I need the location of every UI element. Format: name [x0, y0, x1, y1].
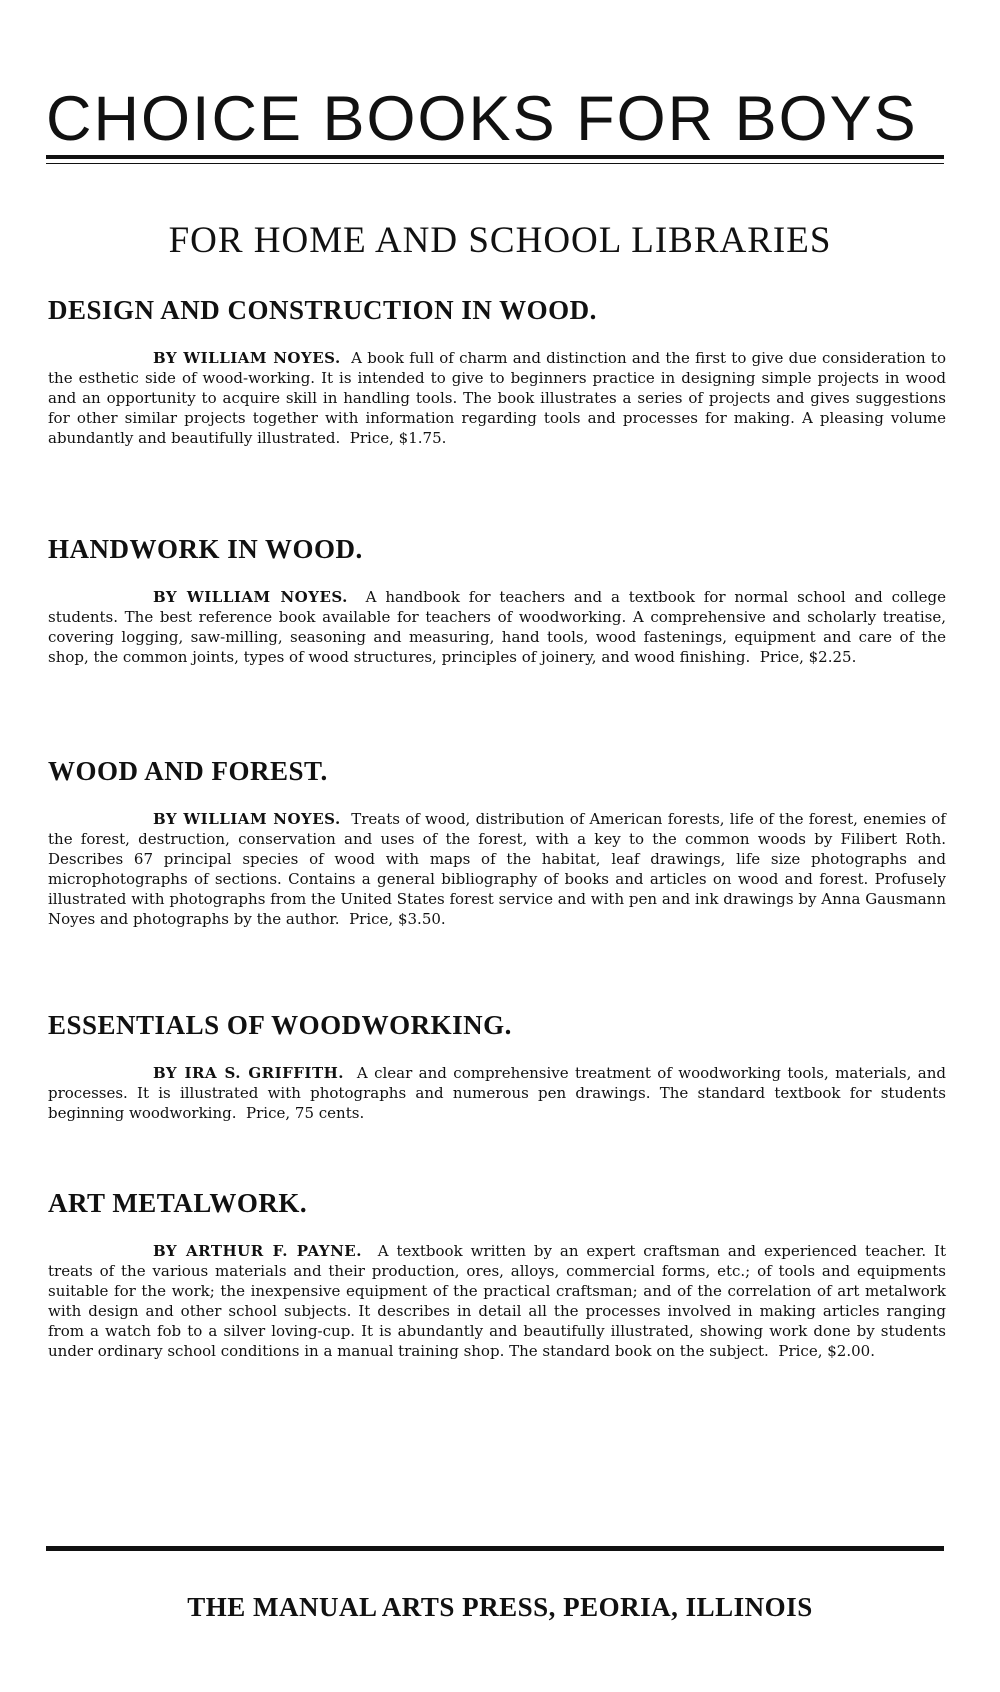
book-price: Price, $1.75.: [349, 429, 447, 447]
book-description: A textbook written by an expert craftsman and experienced teacher. It treats of the various materials and their production, ores, alloys, commercial forms, etc.; of tools and equipments suitable for the work; the inexpensive equipment of the practical craftsman; and of the correlation of art metalwork with design and other school subjects. It describes in detail all the processes involved in making articles ranging from a watch fob to a silver loving-cup. It is abundantly and beautifully illustrated, showing work done by students under ordinary school conditions in a manual training shop. The standard book on the subject.: [48, 1242, 946, 1360]
book-author: BY WILLIAM NOYES.: [153, 349, 341, 367]
book-author: BY WILLIAM NOYES.: [153, 810, 341, 828]
book-author: BY WILLIAM NOYES.: [153, 588, 348, 606]
page-title: CHOICE BOOKS FOR BOYS: [46, 84, 918, 154]
book-entry: [48, 536, 946, 667]
book-author: BY IRA S. GRIFFITH.: [153, 1064, 345, 1082]
book-description: A book full of charm and distinction and the first to give due consideration to the esthetic side of wood-working. It is intended to give to beginners practice in designing simple projects in wood and an opportunity to acquire skill in handling tools. The book illustrates a series of projects and gives suggestions for other similar projects together with information regarding tools and processes for making. A pleasing volume abundantly and beautifully illustrated.: [48, 349, 946, 447]
book-entry: [48, 1012, 946, 1123]
book-description-paragraph: [48, 1063, 946, 1123]
book-entry: [48, 1190, 946, 1361]
book-description-paragraph: [48, 348, 946, 448]
book-description-paragraph: [48, 809, 946, 929]
book-entry: [48, 758, 946, 929]
footer-rule: [46, 1542, 944, 1551]
title-rule: [46, 155, 944, 164]
book-author: BY ARTHUR F. PAYNE.: [153, 1242, 362, 1260]
book-price: Price, 75 cents.: [246, 1104, 365, 1122]
book-title: DESIGN AND CONSTRUCTION IN WOOD.: [48, 295, 597, 325]
book-title: HANDWORK IN WOOD.: [48, 534, 363, 564]
book-title: WOOD AND FOREST.: [48, 756, 328, 786]
publisher-footer: THE MANUAL ARTS PRESS, PEORIA, ILLINOIS: [187, 1592, 813, 1622]
book-description: A clear and comprehensive treatment of woodworking tools, materials, and processes. It is illustrated with photographs and numerous pen drawings. The standard textbook for students beginning woodworking.: [48, 1064, 946, 1122]
book-description-paragraph: [48, 1241, 946, 1361]
book-title: ART METALWORK.: [48, 1188, 308, 1218]
book-entry: [48, 297, 946, 448]
book-price: Price, $2.25.: [759, 648, 857, 666]
book-title: ESSENTIALS OF WOODWORKING.: [48, 1010, 512, 1040]
page-subtitle: FOR HOME AND SCHOOL LIBRARIES: [168, 220, 832, 261]
book-price: Price, $3.50.: [349, 910, 446, 928]
book-description: A handbook for teachers and a textbook for normal school and college students. The best reference book available for teachers of woodworking. A comprehensive and scholarly treatise, covering logging, saw-milling, seasoning and measuring, hand tools, wood fastenings, equipment and care of the shop, the common joints, types of wood structures, principles of joinery, and wood finishing.: [48, 588, 946, 666]
book-description: Treats of wood, distribution of American forests, life of the forest, enemies of the forest, destruction, conservation and uses of the forest, with a key to the common woods by Filibert Roth. Describes 67 principal species of wood with maps of the habitat, leaf drawings, life size photographs and microphotographs of sections. Contains a general bibliography of books and articles on wood and forest. Profusely illustrated with photographs from the United States forest service and with pen and ink drawings by Anna Gausmann Noyes and photographs by the author.: [48, 810, 946, 928]
book-description-paragraph: [48, 587, 946, 667]
book-price: Price, $2.00.: [778, 1342, 875, 1360]
